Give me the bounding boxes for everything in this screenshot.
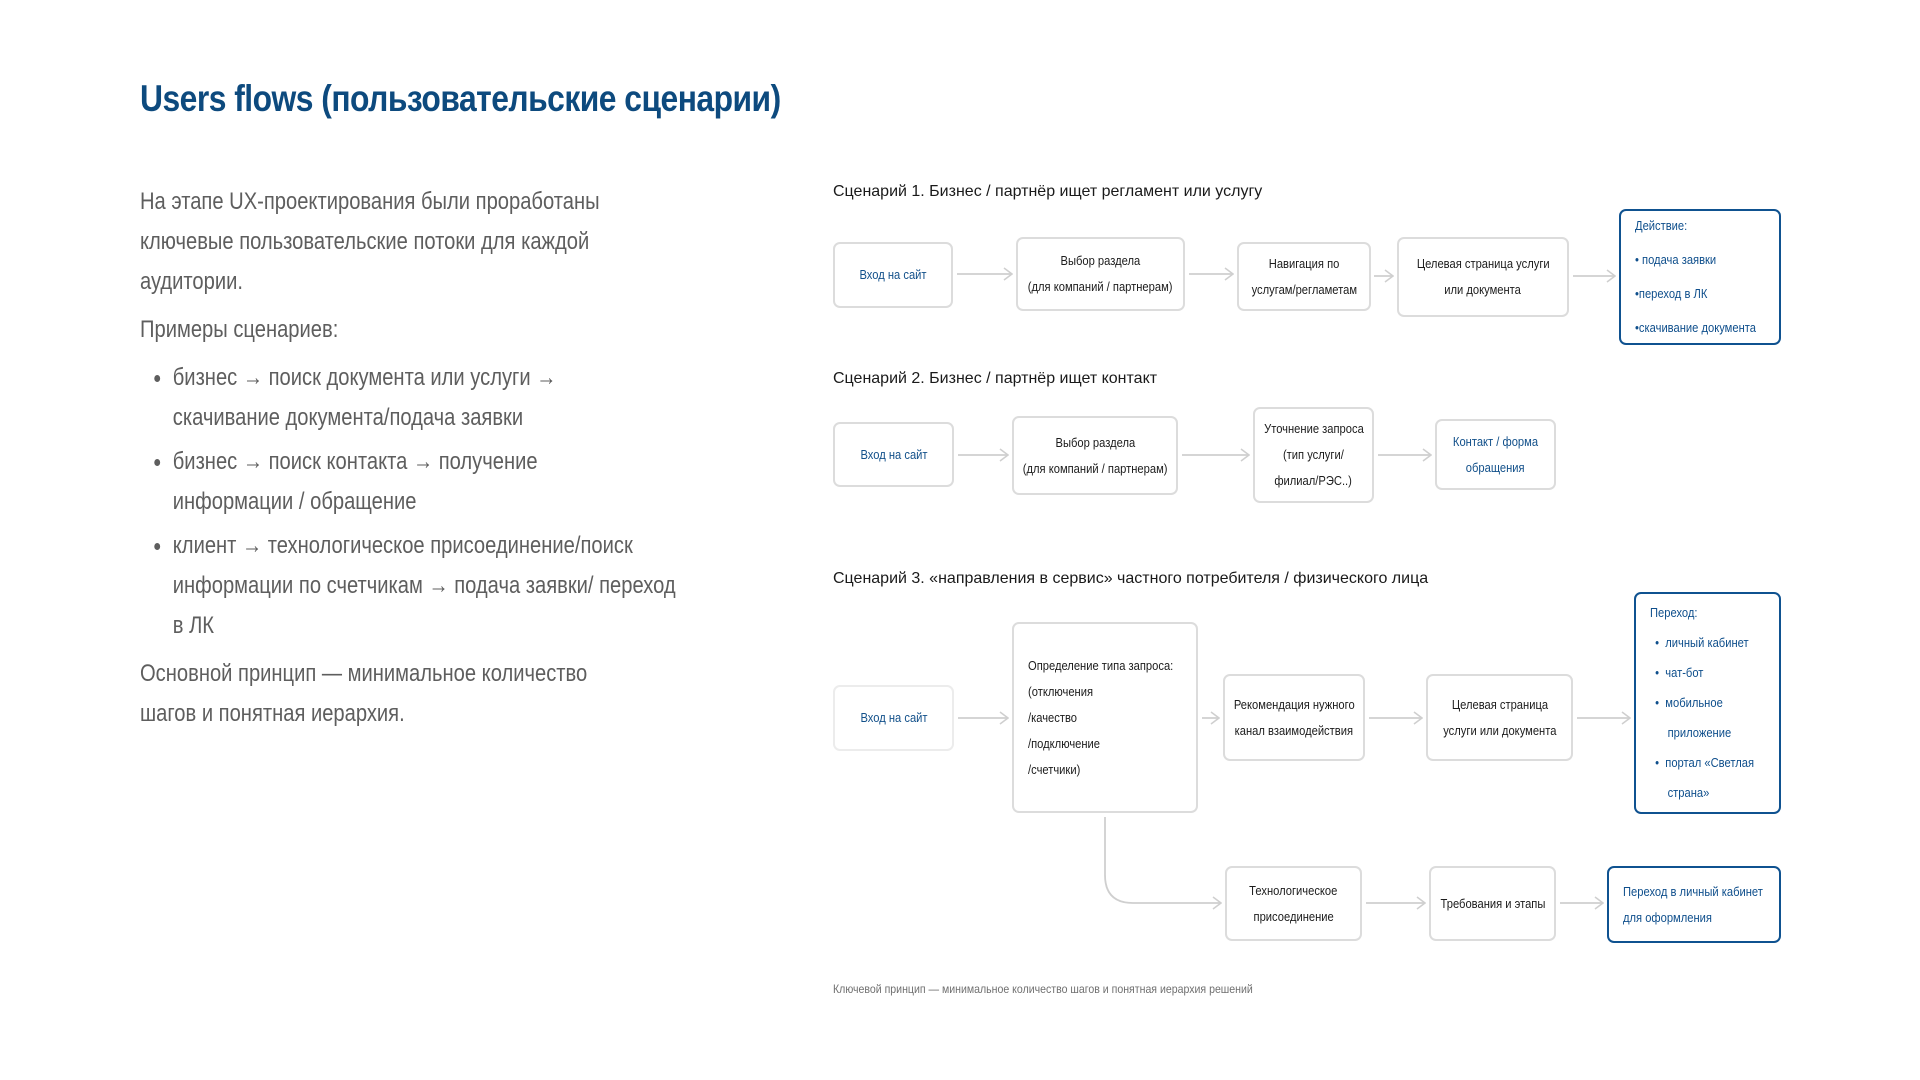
step-label: Рекомендация нужного [1233, 696, 1355, 712]
s2-step-choose-section [1012, 416, 1178, 495]
s3-step-recommendation [1223, 674, 1365, 761]
s1-step-navigation [1237, 242, 1371, 311]
s1-final-action [1619, 209, 1781, 345]
s3-step-enter-site [833, 685, 954, 751]
step-label: присоединение [1253, 908, 1334, 924]
list-item: бизнес → поиск контакта → получение информации / обращение [140, 442, 610, 522]
step-label: или документа [1444, 282, 1522, 297]
step-label: Вход на сайт [859, 267, 927, 282]
step-label: Целевая страница услуги [1416, 256, 1550, 271]
step-label: (для компаний / партнерам) [1028, 279, 1173, 294]
page-title: Users flows (пользовательские сценарии) [140, 78, 781, 119]
scenario-examples-list [140, 358, 676, 646]
list-item: бизнес → поиск документа или услуги → скачивание документа/подача заявки [140, 358, 610, 438]
step-label: /качество [1028, 709, 1078, 725]
step-label: /подключение [1028, 735, 1101, 751]
intro-paragraph: На этапе UX-проектирования были проработаны ключевые пользовательские потоки для каждой аудитории. [140, 188, 600, 295]
final-heading: Действие: [1635, 218, 1688, 233]
s1-step-choose-section [1016, 237, 1185, 311]
final-heading: Переход: [1650, 605, 1698, 620]
s3-branch-final-cabinet [1607, 866, 1781, 943]
step-label: услуги или документа [1442, 722, 1557, 738]
step-label: Вход на сайт [859, 446, 928, 462]
s2-step-contact-form [1435, 419, 1556, 490]
step-label: Выбор раздела [1060, 253, 1141, 268]
s3-step-target-page [1426, 674, 1573, 761]
s3-branch-requirements [1429, 866, 1556, 941]
step-label: Технологическое [1249, 882, 1338, 898]
final-item: •переход в ЛК [1635, 286, 1708, 301]
step-label: Целевая страница [1451, 696, 1548, 712]
step-label: обращения [1466, 459, 1525, 475]
step-label: /счетчики) [1028, 761, 1081, 777]
s1-step-enter-site [833, 242, 953, 308]
final-item: • мобильное [1655, 695, 1723, 710]
scenario-2-title: Сценарий 2. Бизнес / партнёр ищет контакт [833, 370, 1158, 387]
scenario-3-title: Сценарий 3. «направления в сервис» частного потребителя / физического лица [833, 570, 1429, 587]
description-column [140, 182, 676, 742]
final-item: страна» [1655, 785, 1710, 800]
step-label: услугам/регламетам [1251, 281, 1357, 297]
final-item: • подача заявки [1635, 252, 1717, 267]
final-item: Переход в личный кабинет [1623, 883, 1763, 899]
final-item: для оформления [1623, 909, 1712, 925]
step-label: канал взаимодействия [1234, 722, 1354, 738]
final-item: • личный кабинет [1655, 635, 1749, 650]
principle-paragraph: Основной принцип — минимальное количество шагов и понятная иерархия. [140, 660, 588, 727]
step-label: Уточнение запроса [1263, 421, 1364, 436]
s2-step-enter-site [833, 422, 954, 487]
step-label: Контакт / форма [1452, 433, 1539, 449]
step-label: (для компаний / партнерам) [1022, 460, 1168, 476]
s2-step-clarify-request [1253, 407, 1374, 503]
list-item: клиент → технологическое присоединение/поиск информации по счетчикам → подача заявки/ переход в ЛК [140, 526, 678, 646]
examples-label: Примеры сценариев: [140, 316, 339, 343]
s3-branch-tech-connection [1225, 866, 1362, 941]
footnote: Ключевой принцип — минимальное количество шагов и понятная иерархия решений [833, 982, 1253, 996]
s1-step-target-page [1397, 237, 1569, 317]
step-label: Определение типа запроса: [1028, 657, 1174, 673]
step-label: Требования и этапы [1440, 895, 1545, 911]
step-label: филиал/РЭС..) [1274, 473, 1353, 488]
scenario-1-title: Сценарий 1. Бизнес / партнёр ищет регламент или услугу [833, 183, 1263, 200]
final-item: • портал «Светлая [1655, 755, 1755, 770]
final-item: приложение [1655, 725, 1732, 740]
s3-final-transition [1634, 592, 1781, 814]
step-label: Навигация по [1268, 255, 1340, 271]
s3-step-request-type [1012, 622, 1198, 813]
branch-arrow-icon [1105, 817, 1221, 903]
step-label: Выбор раздела [1055, 434, 1135, 450]
step-label: Вход на сайт [859, 710, 928, 725]
step-label: (тип услуги/ [1283, 447, 1344, 462]
step-label: (отключения [1028, 683, 1094, 699]
final-item: •скачивание документа [1635, 320, 1756, 335]
final-item: • чат-бот [1655, 665, 1704, 680]
